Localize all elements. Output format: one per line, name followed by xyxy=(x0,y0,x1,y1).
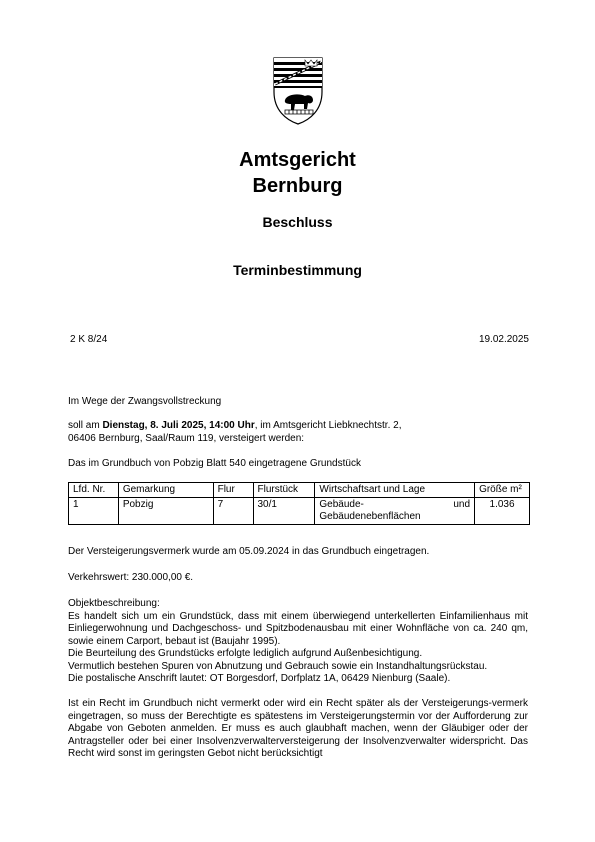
col-header: Wirtschaftsart und Lage xyxy=(315,483,475,498)
court-location: Bernburg xyxy=(252,175,343,197)
auction-date-paragraph xyxy=(68,420,528,445)
col-header: Gemarkung xyxy=(118,483,213,498)
property-table xyxy=(68,482,530,525)
cell-lfd: 1 xyxy=(69,498,119,525)
cell-wirtschaftsart xyxy=(315,498,475,525)
objekt-title: Objektbeschreibung: xyxy=(68,598,160,609)
cell-gemarkung: Pobzig xyxy=(118,498,213,525)
auction-location-line2: 06406 Bernburg, Saal/Raum 119, versteigert werden: xyxy=(68,432,305,444)
wirtschaft-word3: Gebäudenebenflächen xyxy=(319,511,421,522)
table-row xyxy=(69,498,530,525)
objekt-text-3: Vermutlich bestehen Spuren von Abnutzung und Gebrauch sowie ein Instandhaltungsrückstau. xyxy=(68,660,488,672)
subject-heading: Terminbestimmung xyxy=(233,262,362,278)
case-number: 2 K 8/24 xyxy=(70,334,108,345)
objekt-text-1: Es handelt sich um ein Grundstück, dass mit einem überwiegend unterkellerten Einfamilienhaus mit Einliegerwohnung und Dachgeschoss- und Spitzbodenausbau mit einer Wohnfläche von ca. 240 qm, sowie einem Carport, bebaut ist (Baujahr 1995). xyxy=(68,610,528,647)
grundbuch-paragraph: Das im Grundbuch von Pobzig Blatt 540 eingetragene Grundstück xyxy=(68,458,361,469)
coat-of-arms-icon xyxy=(271,56,325,126)
auction-location-line1: , im Amtsgericht Liebknechtstr. 2, xyxy=(254,420,402,431)
wirtschaft-word1: Gebäude- xyxy=(319,499,364,510)
objektbeschreibung xyxy=(68,598,528,686)
objekt-text-4: Die postalische Anschrift lautet: OT Borgesdorf, Dorfplatz 1A, 06429 Nienburg (Saale). xyxy=(68,673,451,684)
col-header: Lfd. Nr. xyxy=(69,483,119,498)
objekt-text-2: Die Beurteilung des Grundstücks erfolgte lediglich aufgrund Außenbesichtigung. xyxy=(68,648,423,659)
auction-date: Dienstag, 8. Juli 2025, 14:00 Uhr xyxy=(102,420,255,431)
auction-prefix: soll am xyxy=(68,420,103,431)
col-header: Flurstück xyxy=(253,483,315,498)
document-date: 19.02.2025 xyxy=(478,334,529,345)
table-header-row xyxy=(69,483,530,498)
col-header: Größe m² xyxy=(475,483,530,498)
cell-flur: 7 xyxy=(213,498,253,525)
doc-type-heading: Beschluss xyxy=(262,214,333,230)
wirtschaft-word2: und xyxy=(453,499,471,510)
vermerk-paragraph: Der Versteigerungsvermerk wurde am 05.09.2024 in das Grundbuch eingetragen. xyxy=(68,546,430,557)
cell-flurstueck: 30/1 xyxy=(253,498,315,525)
intro-paragraph: Im Wege der Zwangsvollstreckung xyxy=(68,396,222,407)
recht-paragraph: Ist ein Recht im Grundbuch nicht vermerkt oder wird ein Recht später als der Versteigerungs-vermerk eingetragen, so muss der Berechtigte es spätestens im Versteigerungstermin vor der Aufforderung zur Abgabe von Geboten anmelden. Er muss es auch glaubhaft machen, wenn der Gläubiger oder der Antragsteller oder bei einer Insolvenzverwalterversteigerung der Insolvenzverwalter widerspricht. Das Recht wird sonst im geringsten Gebot nicht berücksichtigt xyxy=(68,698,528,759)
col-header: Flur xyxy=(213,483,253,498)
verkehrswert-paragraph: Verkehrswert: 230.000,00 €. xyxy=(68,572,194,583)
cell-groesse: 1.036 xyxy=(475,498,530,525)
court-name: Amtsgericht xyxy=(239,149,356,171)
